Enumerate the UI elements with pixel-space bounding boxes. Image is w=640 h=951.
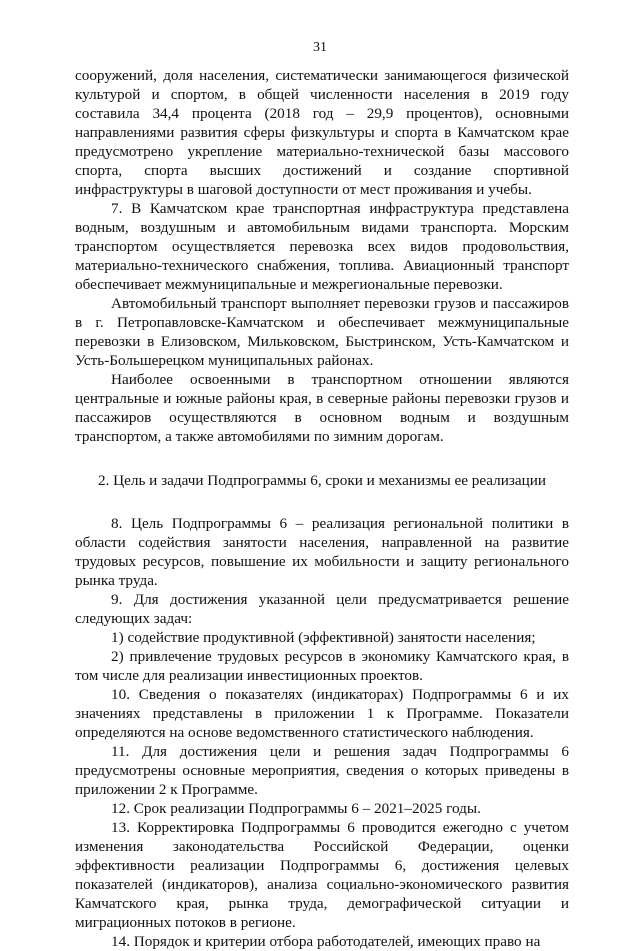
paragraph: 8. Цель Подпрограммы 6 – реализация региональной политики в области содействия занятости населения, направленной на развитие трудовых ресурсов, повышение их мобильности и защиту регионального рынка труда. [75, 515, 569, 589]
list-item: 2) привлечение трудовых ресурсов в экономику Камчатского края, в том числе для реализации инвестиционных проектов. [75, 648, 569, 684]
paragraph: 7. В Камчатском крае транспортная инфраструктура представлена водным, воздушным и автомобильным видами транспорта. Морским транспортом осуществляется перевозка всех видов продовольствия, материально-технического снабжения, топлива. Авиационный транспорт обеспечивает межмуниципальные и межрегиональные перевозки. [75, 200, 569, 293]
paragraph: Автомобильный транспорт выполняет перевозки грузов и пассажиров в г. Петропавловске-Камчатском и обеспечивает межмуниципальные перевозки в Елизовском, Мильковском, Быстринском, Усть-Камчатском и Усть-Большерецком муниципальных районах. [75, 295, 569, 369]
paragraph: Наиболее освоенными в транспортном отношении являются центральные и южные районы края, в северные районы перевозки грузов и пассажиров осуществляются в основном водным и воздушным транспортом, а также автомобилями по зимним дорогам. [75, 371, 569, 445]
paragraph: 10. Сведения о показателях (индикаторах) Подпрограммы 6 и их значениях представлены в приложении 1 к Программе. Показатели определяются на основе ведомственного статистического наблюдения. [75, 686, 569, 741]
paragraph: 14. Порядок и критерии отбора работодателей, имеющих право на [111, 933, 541, 950]
section-heading: 2. Цель и задачи Подпрограммы 6, сроки и механизмы ее реализации [97, 472, 547, 489]
document-body [75, 66, 569, 951]
paragraph: 9. Для достижения указанной цели предусматривается решение следующих задач: [75, 591, 569, 627]
list-item: 1) содействие продуктивной (эффективной) занятости населения; [111, 629, 536, 646]
paragraph: сооружений, доля населения, систематически занимающегося физической культурой и спортом, в общей численности населения в 2019 году составила 34,4 процента (2018 год – 29,9 процентов), основными направлениями развития сферы физкультуры и спорта в Камчатском крае предусмотрено укрепление материально-технической базы массового спорта, спорта высших достижений и создание спортивной инфраструктуры в шаговой доступности от мест проживания и учебы. [75, 67, 569, 198]
paragraph: 11. Для достижения цели и решения задач Подпрограммы 6 предусмотрены основные мероприятия, сведения о которых приведены в приложении 2 к Программе. [75, 743, 569, 798]
paragraph: 12. Срок реализации Подпрограммы 6 – 2021–2025 годы. [111, 800, 481, 817]
page-number: 31 [313, 40, 327, 55]
paragraph: 13. Корректировка Подпрограммы 6 проводится ежегодно с учетом изменения законодательства Российской Федерации, оценки эффективности реализации Подпрограммы 6, достижения целевых показателей (индикаторов), анализа социально-экономического развития Камчатского края, рынка труда, демографической ситуации и миграционных потоков в регионе. [75, 819, 569, 931]
